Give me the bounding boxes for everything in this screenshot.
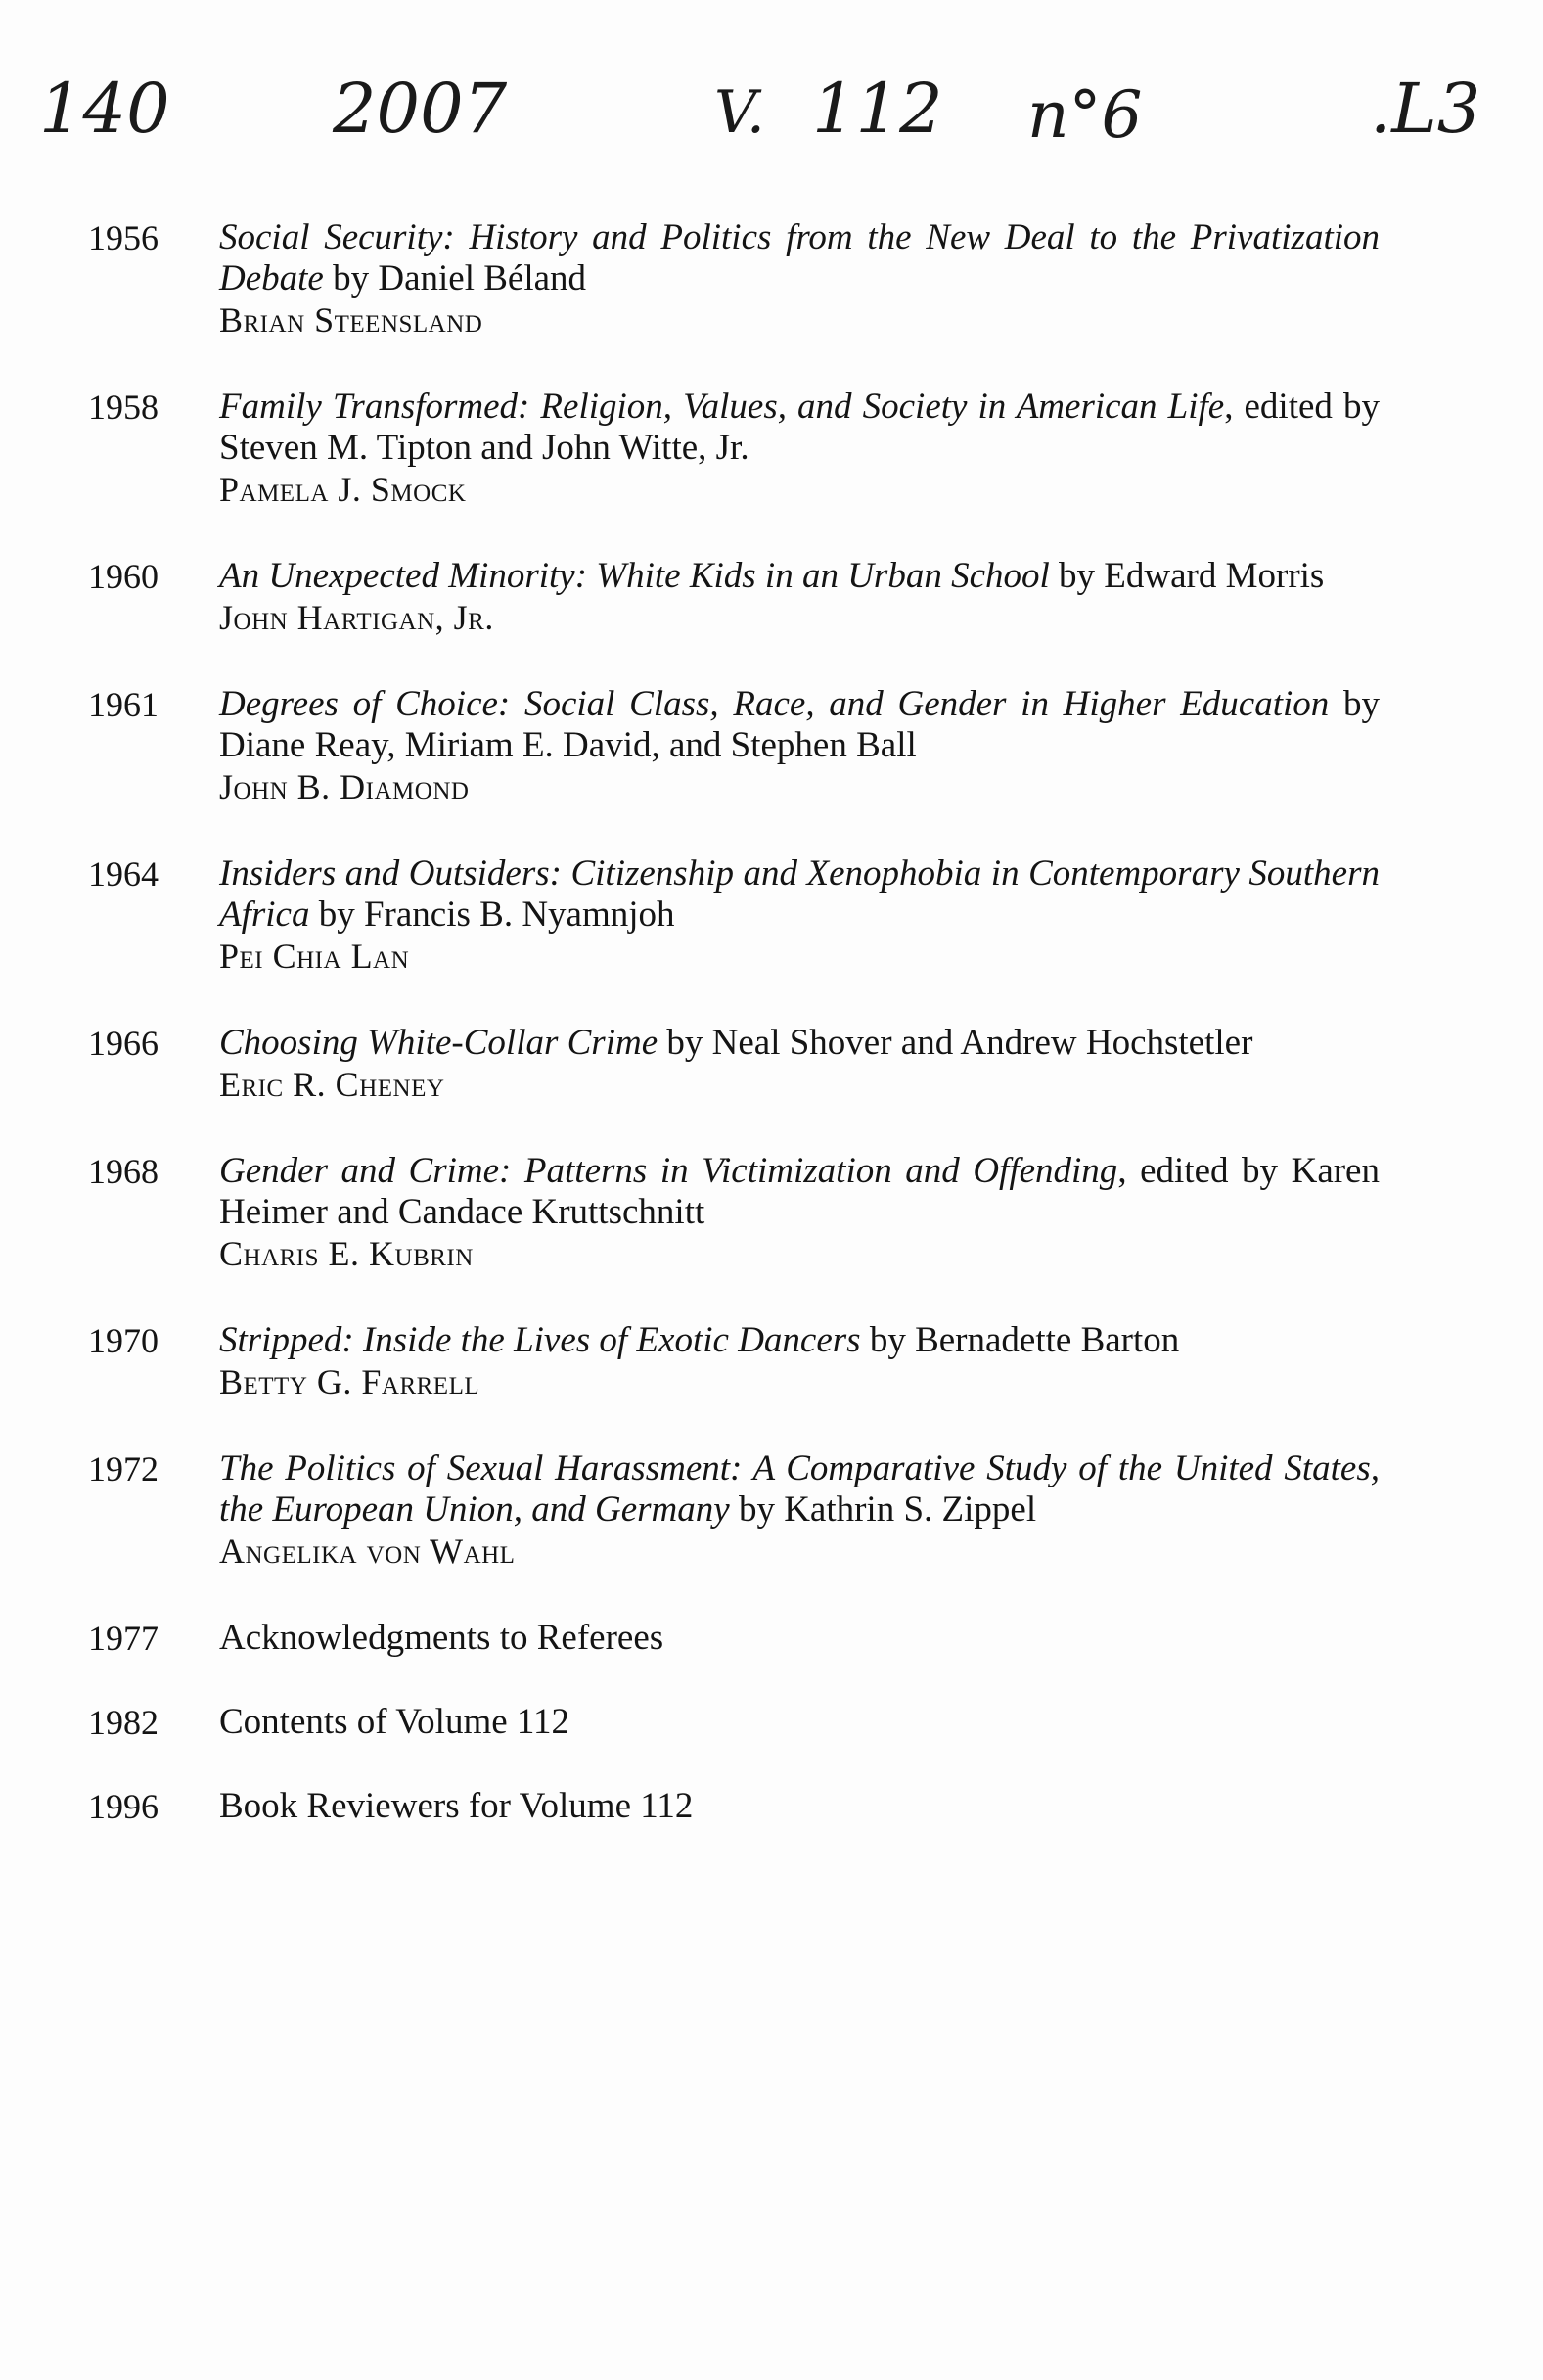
- page-number: 1970: [88, 1321, 159, 1360]
- book-byline: by Francis B. Nyamnjoh: [309, 894, 675, 935]
- review-entry-body: [219, 853, 1380, 978]
- annotation-year: 2007: [333, 69, 508, 149]
- back-matter-entry: [88, 1702, 1380, 1743]
- book-title: Family Transformed: Religion, Values, and Society in American Life: [219, 387, 1225, 427]
- section-title: Book Reviewers for Volume 112: [219, 1786, 694, 1826]
- review-entry: [88, 853, 1380, 978]
- book-title: Gender and Crime: Patterns in Victimization and Offending: [219, 1151, 1118, 1191]
- reviewer-name: Pei Chia Lan: [219, 937, 410, 976]
- review-entry: [88, 684, 1380, 808]
- book-title: Degrees of Choice: Social Class, Race, and Gender in Higher Education: [219, 684, 1330, 724]
- reviewer-name: John B. Diamond: [219, 767, 470, 806]
- page-number: 1958: [88, 388, 159, 427]
- book-byline: by Neal Shover and Andrew Hochstetler: [658, 1023, 1253, 1063]
- handwritten-annotation: [39, 59, 1507, 176]
- page-number: 1966: [88, 1024, 159, 1063]
- page-number: 1977: [88, 1619, 159, 1658]
- reviewer-name: Pamela J. Smock: [219, 470, 467, 509]
- annotation-shelf-mark: .L3: [1370, 69, 1481, 149]
- book-byline: by Diane Reay, Miriam E. David, and Stephen Ball: [219, 684, 1380, 765]
- review-entry-body: [219, 1448, 1380, 1573]
- page-number: 1961: [88, 685, 159, 724]
- page-number: 1996: [88, 1787, 159, 1826]
- contents-list: [88, 217, 1380, 1870]
- annotation-call-number: 140: [39, 69, 170, 149]
- review-entry-body: [219, 1023, 1380, 1106]
- reviewer-name: Eric R. Cheney: [219, 1065, 445, 1104]
- review-entry-body: [219, 684, 1380, 808]
- book-byline: , edited by Karen Heimer and Candace Kruttschnitt: [219, 1151, 1380, 1232]
- book-byline: by Bernadette Barton: [860, 1320, 1180, 1360]
- review-entry: [88, 1023, 1380, 1106]
- annotation-volume-number: 112: [812, 69, 943, 149]
- reviewer-name: Brian Steensland: [219, 300, 483, 340]
- review-entry: [88, 556, 1380, 639]
- reviewer-name: Betty G. Farrell: [219, 1362, 480, 1401]
- reviewer-name: Charis E. Kubrin: [219, 1234, 474, 1273]
- page-number: 1972: [88, 1449, 159, 1488]
- review-entry-body: [219, 1320, 1380, 1403]
- book-byline: by Kathrin S. Zippel: [729, 1489, 1037, 1530]
- annotation-issue: n°6: [1027, 77, 1143, 153]
- book-title: Insiders and Outsiders: Citizenship and Xenophobia in Contemporary Southern Africa: [219, 853, 1380, 935]
- book-title: An Unexpected Minority: White Kids in an Urban School: [219, 556, 1050, 596]
- review-entry: [88, 387, 1380, 511]
- book-byline: by Edward Morris: [1049, 556, 1325, 596]
- review-entry-body: [219, 556, 1380, 639]
- reviewer-name: Angelika von Wahl: [219, 1532, 516, 1571]
- book-title: Choosing White-Collar Crime: [219, 1023, 658, 1063]
- review-entry: [88, 1448, 1380, 1573]
- book-title: Social Security: History and Politics from the New Deal to the Privatization Debate: [219, 217, 1380, 298]
- book-byline: , edited by Steven M. Tipton and John Witte, Jr.: [219, 387, 1380, 468]
- page-number: 1964: [88, 854, 159, 893]
- book-title: The Politics of Sexual Harassment: A Comparative Study of the United States, the European Union, and Germany: [219, 1448, 1380, 1530]
- review-entry: [88, 1320, 1380, 1403]
- review-entry: [88, 217, 1380, 342]
- book-title: Stripped: Inside the Lives of Exotic Dancers: [219, 1320, 861, 1360]
- section-title: Acknowledgments to Referees: [219, 1618, 664, 1658]
- reviewer-name: John Hartigan, Jr.: [219, 598, 494, 637]
- page-number: 1968: [88, 1152, 159, 1191]
- section-title: Contents of Volume 112: [219, 1702, 570, 1742]
- annotation-volume-label: V.: [714, 78, 765, 147]
- back-matter-entry: [88, 1786, 1380, 1827]
- back-matter-entry: [88, 1618, 1380, 1659]
- page-number: 1956: [88, 218, 159, 257]
- page-number: 1960: [88, 557, 159, 596]
- review-entry: [88, 1151, 1380, 1275]
- review-entry-body: [219, 1151, 1380, 1275]
- page-number: 1982: [88, 1703, 159, 1742]
- review-entry-body: [219, 217, 1380, 342]
- review-entry-body: [219, 387, 1380, 511]
- book-byline: by Daniel Béland: [323, 258, 587, 298]
